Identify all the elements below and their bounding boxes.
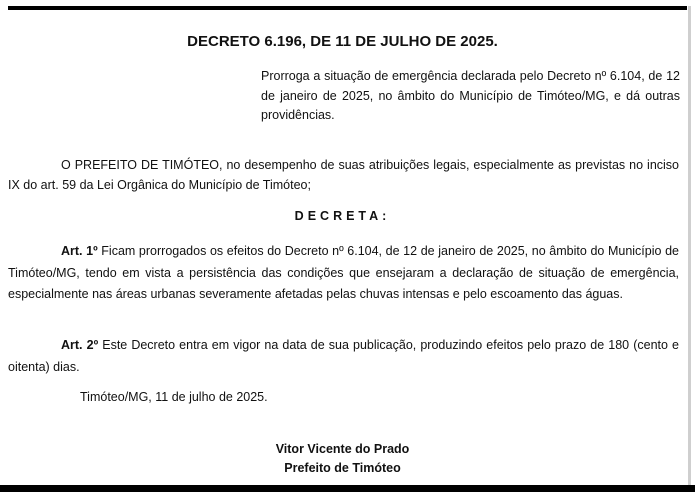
page-edge-shadow — [688, 6, 691, 485]
decree-title: DECRETO 6.196, DE 11 DE JULHO DE 2025. — [187, 33, 498, 50]
top-border-rule — [8, 6, 687, 10]
decreta-heading: DECRETA: — [294, 209, 391, 223]
place-and-date: Timóteo/MG, 11 de julho de 2025. — [80, 390, 268, 404]
signature-block — [0, 440, 685, 478]
signatory-role: Prefeito de Timóteo — [284, 461, 401, 475]
article-1 — [8, 241, 679, 306]
article-2 — [8, 335, 679, 378]
article-2-text: Este Decreto entra em vigor na data de sua publicação, produzindo efeitos pelo prazo de 180 (cento e oitenta) dias. — [8, 338, 679, 374]
signatory-name: Vitor Vicente do Prado — [275, 442, 410, 456]
bottom-border-rule — [0, 485, 695, 492]
decree-summary: Prorroga a situação de emergência declarada pelo Decreto nº 6.104, de 12 de janeiro de 2025, no âmbito do Município de Timóteo/MG, e dá outras providências. — [261, 69, 680, 122]
article-1-label: Art. 1º — [61, 244, 98, 258]
decree-preamble: O PREFEITO DE TIMÓTEO, no desempenho de suas atribuições legais, especialmente as previstas no inciso IX do art. 59 da Lei Orgânica do Município de Timóteo; — [8, 158, 679, 192]
article-1-text: Ficam prorrogados os efeitos do Decreto nº 6.104, de 12 de janeiro de 2025, no âmbito do Município de Timóteo/MG, tendo em vista a persistência das condições que ensejaram a declaração de situação de emergência, especialmente nas áreas urbanas severamente afetadas pelas chuvas intensas e pelo escoamento das águas. — [8, 244, 679, 301]
article-2-label: Art. 2º — [61, 338, 99, 352]
